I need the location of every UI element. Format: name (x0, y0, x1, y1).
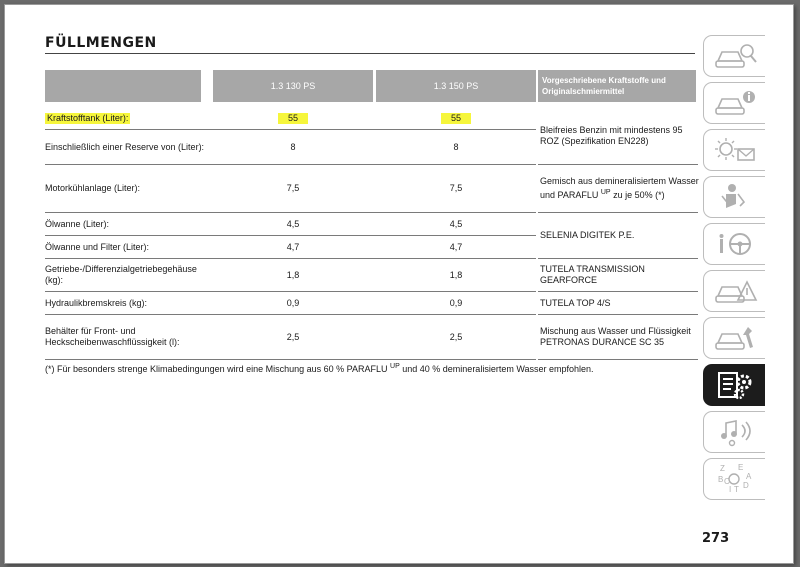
index-letter: E (737, 463, 743, 472)
fuel-spec-brake: TUTELA TOP 4/S (540, 297, 611, 308)
seat-safety-icon (712, 182, 758, 212)
fuel-spec-tank: Bleifreies Benzin mit mindestens 95 ROZ (Spezifikation EN228) (540, 124, 683, 146)
tab-car-info[interactable] (703, 82, 765, 124)
table-row-label (45, 108, 205, 128)
page-title: FÜLLMENGEN (45, 35, 157, 51)
table-header-130ps: 1.3 130 PS (213, 70, 373, 102)
table-cell: 2,5 (286, 331, 300, 342)
table-header-blank (45, 70, 201, 102)
tab-steering[interactable] (703, 223, 765, 265)
table-row-label: Motorkühlanlage (Liter): (45, 183, 141, 193)
table-cell: 2,5 (449, 331, 463, 342)
index-letter: D (742, 481, 749, 490)
row-divider (45, 235, 536, 236)
table-cell: 8 (290, 141, 296, 152)
row-divider (538, 291, 698, 292)
fuel-spec-coolant: Gemisch aus demineralisiertem Wasser und PARAFLU $^{UP}$ zu je 50% (*) (540, 176, 699, 200)
car-warning-icon (712, 276, 758, 306)
table-row-label: Einschließlich einer Reserve von (Liter): (45, 141, 205, 152)
row-divider (45, 291, 536, 292)
index-letter: T (733, 485, 739, 494)
row-divider (538, 314, 698, 315)
row-divider (45, 258, 536, 259)
table-cell: 4,5 (286, 218, 300, 229)
manual-page (4, 4, 794, 564)
table-cell: 4,7 (449, 241, 463, 252)
tab-car-warning[interactable] (703, 270, 765, 312)
tab-warning-lights[interactable] (703, 129, 765, 171)
multimedia-icon (712, 417, 758, 447)
highlighted-value: 55 (441, 113, 471, 124)
tab-car-service[interactable] (703, 317, 765, 359)
steering-wheel-icon (712, 229, 758, 259)
highlighted-label: Kraftstofftank (Liter): (47, 112, 129, 123)
row-divider (45, 359, 536, 360)
table-cell: 7,5 (449, 183, 463, 193)
car-service-icon (712, 323, 758, 353)
alphabetical-index-icon (712, 462, 758, 496)
car-info-icon (712, 88, 758, 118)
table-cell: 0,9 (449, 297, 463, 308)
index-letter: I (728, 485, 731, 494)
table-row-label: Behälter für Front- und Heckscheibenwaschflüssigkeit (l): (45, 326, 180, 347)
car-search-icon (712, 41, 758, 71)
footnote: (*) Für besonders strenge Klimabedingungen wird eine Mischung aus 60 % PARAFLU $^{UP}$ und 40 % demineralisiertem Wasser empfohlen. (45, 363, 594, 374)
warning-lights-icon (712, 135, 758, 165)
row-divider (538, 212, 698, 213)
table-cell (376, 108, 536, 128)
row-divider (45, 164, 536, 165)
table-cell: 4,5 (449, 218, 463, 229)
row-divider (538, 359, 698, 360)
tab-car-search[interactable] (703, 35, 765, 77)
row-divider (45, 314, 536, 315)
tab-technical-data[interactable] (703, 364, 765, 406)
table-header-150ps: 1.3 150 PS (376, 70, 536, 102)
table-row-label: Ölwanne und Filter (Liter): (45, 241, 150, 252)
tab-seat-safety[interactable] (703, 176, 765, 218)
tab-multimedia[interactable] (703, 411, 765, 453)
fuel-spec-gear: TUTELA TRANSMISSION GEARFORCE (540, 264, 645, 285)
page-number: 273 (702, 531, 730, 546)
technical-data-icon (712, 368, 758, 402)
row-divider (538, 258, 698, 259)
tab-alphabetical-index[interactable] (703, 458, 765, 500)
table-cell: 0,9 (286, 297, 300, 308)
index-letter: A (745, 472, 751, 481)
table-cell: 1,8 (286, 269, 300, 280)
title-underline (45, 53, 695, 54)
index-letter: Z (719, 464, 725, 473)
row-divider (45, 212, 536, 213)
fuel-spec-washer: Mischung aus Wasser und Flüssigkeit PETRONAS DURANCE SC 35 (540, 326, 691, 347)
table-cell: 1,8 (449, 269, 463, 280)
highlighted-value: 55 (278, 113, 308, 124)
table-header-fuels: Vorgeschriebene Kraftstoffe und Originalschmiermittel (538, 70, 696, 102)
table-cell: 8 (453, 141, 459, 152)
row-divider (45, 129, 536, 130)
table-cell: 4,7 (286, 241, 300, 252)
table-row-label: Ölwanne (Liter): (45, 218, 110, 229)
table-row-label: Hydraulikbremskreis (kg): (45, 297, 148, 308)
fuel-spec-oil: SELENIA DIGITEK P.E. (540, 230, 635, 240)
table-cell: 7,5 (286, 183, 300, 193)
table-cell (213, 108, 373, 128)
row-divider (538, 164, 698, 165)
index-letter: C (723, 477, 730, 486)
index-letter: B (717, 475, 723, 484)
table-row-label: Getriebe-/Differenzialgetriebegehäuse (kg): (45, 264, 197, 285)
